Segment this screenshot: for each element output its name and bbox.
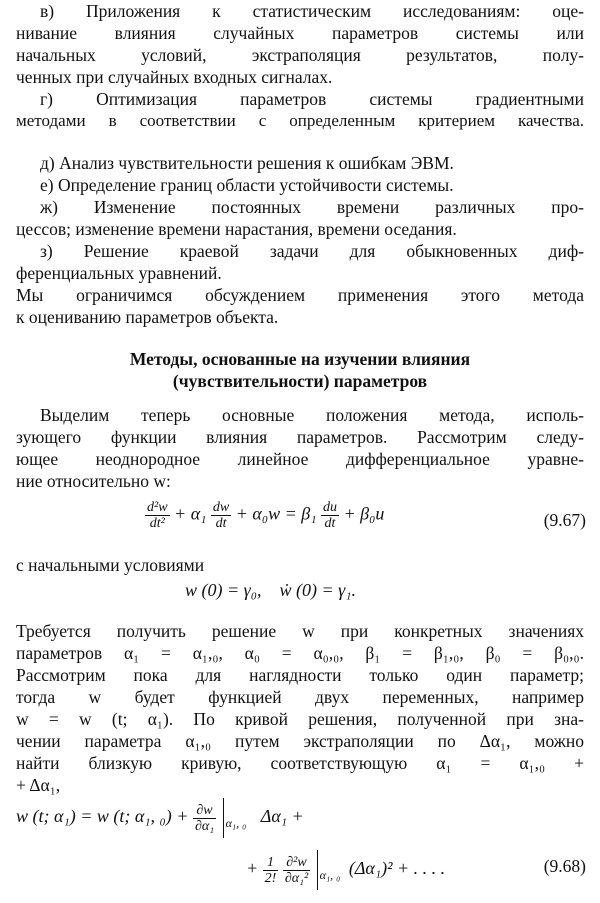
frac-denominator: 2! (264, 870, 277, 886)
equation-9-67 (145, 500, 384, 531)
conclusion-line-1: Мы ограничимся обсуждением применения этого метода (16, 285, 584, 305)
equation-9-68-line-2 (246, 850, 445, 890)
solution-line-8: + Δα₁, (16, 775, 61, 795)
evaluation-bar (223, 798, 224, 838)
eq-term: + α₁ (174, 503, 207, 524)
eq-term: + β₀u (343, 503, 385, 524)
solution-line-6: чении параметра α₁,₀ путем экстраполяции по Δα₁, можно (16, 731, 584, 751)
section-heading-line-2: (чувствительности) параметров (172, 371, 428, 391)
fraction-dw-dalpha1 (193, 803, 216, 834)
initial-conditions: w (0) = γ₀, ẇ (0) = γ₁. (185, 580, 356, 600)
frac-numerator: 1 (263, 855, 279, 871)
frac-numerator: ∂²w (283, 855, 310, 871)
eq-term: (Δα₁)² + . . . . (348, 858, 446, 879)
intro-line-1: Выделим теперь основные положения метода, исполь- (40, 405, 584, 425)
fraction-dw-dt (211, 500, 231, 531)
paragraph-zh-line-2: цессов; изменение времени нарастания, времени оседания. (16, 219, 457, 239)
item-e: е) Определение границ области устойчивости системы. (40, 175, 454, 195)
evaluation-subscript: α₁, ₀ (319, 868, 341, 883)
equation-number-9-68: (9.68) (543, 856, 586, 876)
paragraph-z-line-1: з) Решение краевой задачи для обыкновенных диф- (40, 241, 584, 261)
paragraph-v-line-4: ченных при случайных входных сигналах. (16, 67, 333, 87)
solution-line-3: Рассмотрим пока для наглядности только один параметр; (16, 665, 584, 685)
fraction-d2w-dt2 (145, 500, 170, 531)
solution-line-2: параметров α₁ = α₁,₀, α₀ = α₀,₀, β₁ = β₁,₀, β₀ = β₀,₀. (16, 643, 584, 663)
eq-term: Δα₁ + (260, 806, 304, 827)
intro-line-2: зующего функции влияния параметров. Рассмотрим следу- (16, 427, 584, 447)
solution-line-4: тогда w будет функцией двух переменных, например (16, 687, 584, 707)
frac-numerator: du (322, 500, 337, 515)
equation-9-68-line-1 (16, 798, 304, 838)
paragraph-v-line-3: начальных условий, экстраполяция результатов, полу- (16, 45, 584, 65)
evaluation-subscript: α₁, ₀ (225, 816, 247, 831)
eq-term: + (246, 858, 259, 879)
eq-term: w (t; α₁) = w (t; α₁, ₀) + (16, 806, 189, 827)
solution-line-7: найти близкую кривую, соответствующую α₁ = α₁,₀ + (16, 753, 584, 773)
initial-conditions-label: с начальными условиями (16, 555, 205, 575)
fraction-one-half (263, 855, 279, 886)
fraction-du-dt (321, 500, 339, 531)
equation-number-9-67: (9.67) (543, 510, 586, 530)
evaluation-bar (317, 850, 318, 890)
frac-denominator: dt (324, 516, 336, 531)
solution-line-1: Требуется получить решение w при конкретных значениях (16, 621, 584, 641)
frac-numerator: dw (212, 500, 230, 515)
paragraph-g-line-2: методами в соответствии с определенным критерием качества. (16, 111, 584, 130)
paragraph-zh-line-1: ж) Изменение постоянных времени различных про- (40, 197, 584, 217)
conclusion-line-2: к оцениванию параметров объекта. (16, 307, 279, 327)
paragraph-g-line-1: г) Оптимизация параметров системы градиентными (40, 89, 584, 109)
eq-term: + α₀w = β₁ (235, 503, 317, 524)
frac-denominator: ∂α₁² (284, 870, 309, 886)
item-d: д) Анализ чувствительности решения к ошибкам ЭВМ. (40, 153, 454, 173)
frac-denominator: dt (215, 516, 227, 531)
paragraph-z-line-2: ференциальных уравнений. (16, 263, 222, 283)
frac-numerator: ∂w (193, 803, 216, 819)
frac-numerator: d²w (147, 500, 168, 515)
paragraph-v-line-1: в) Приложения к статистическим исследованиям: оце- (40, 1, 584, 21)
intro-line-3: ющее неоднородное линейное дифференциальное уравне- (16, 449, 584, 469)
frac-denominator: dt² (149, 516, 165, 531)
intro-line-4: ние относительно w: (16, 471, 171, 491)
section-heading-line-1: Методы, основанные на изучении влияния (129, 349, 471, 369)
fraction-d2w-dalpha1-2 (283, 855, 310, 886)
solution-line-5: w = w (t; α₁). По кривой решения, полученной при зна- (16, 709, 584, 729)
paragraph-v-line-2: нивание влияния случайных параметров системы или (16, 23, 584, 43)
frac-denominator: ∂α₁ (194, 818, 215, 834)
